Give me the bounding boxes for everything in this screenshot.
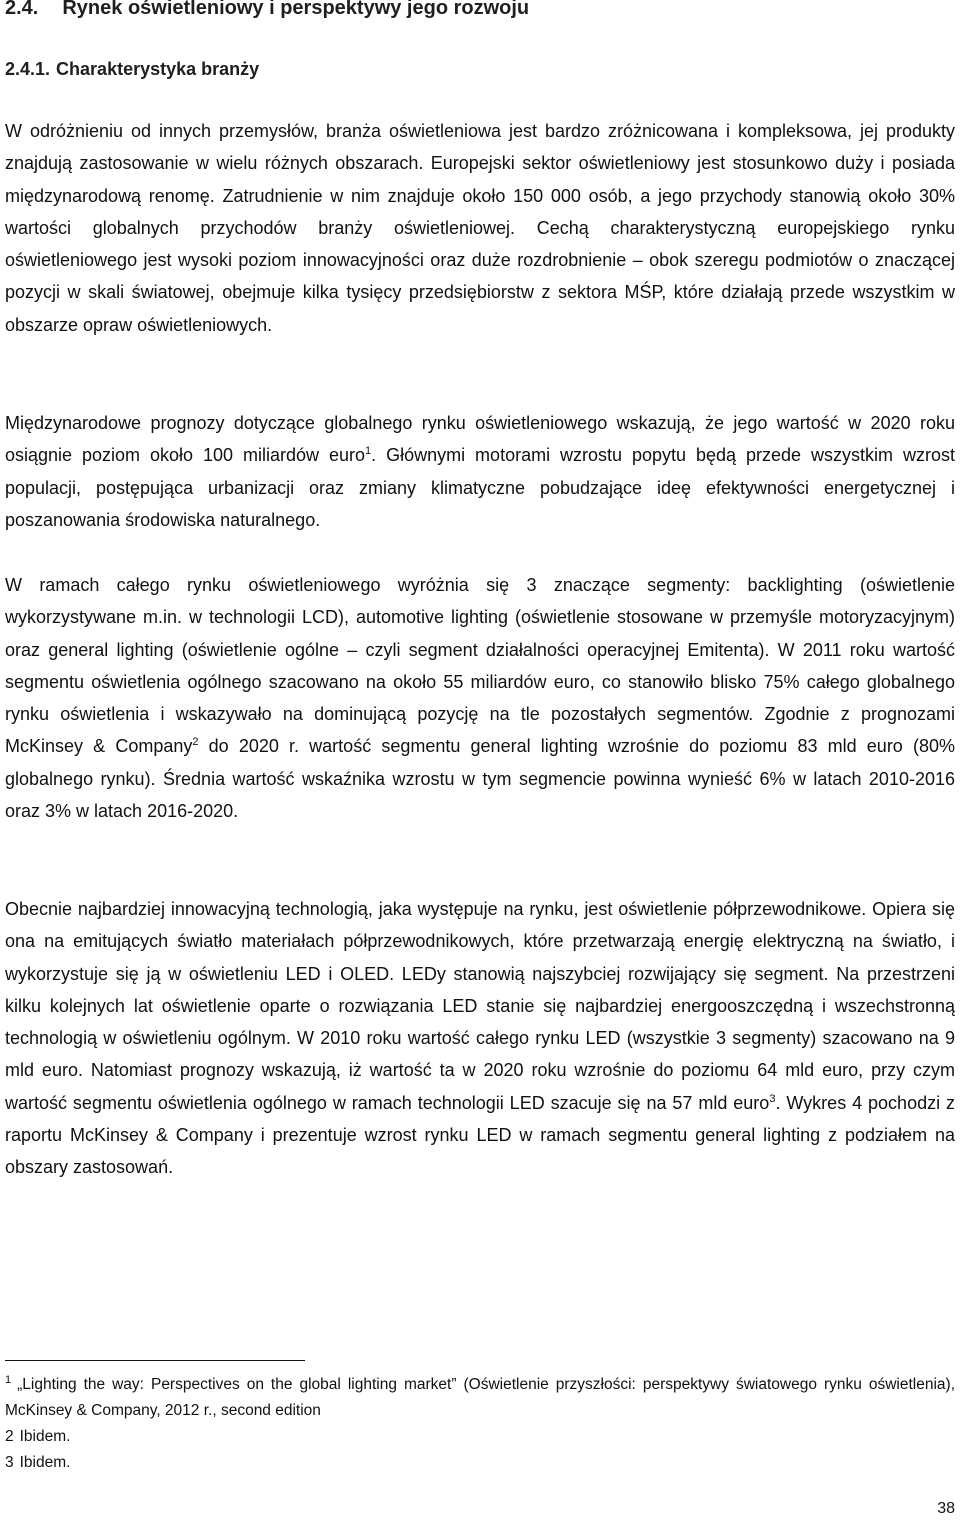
- footnote-mark: 1: [5, 1373, 12, 1386]
- footnote-text: „Lighting the way: Perspectives on the global lighting market” (Oświetlenie przyszłości: perspektywy światowego rynku oświetlenia), McKinsey & Company, 2012 r., second edition: [5, 1376, 955, 1419]
- paragraph-text: Międzynarodowe prognozy dotyczące globalnego rynku oświetleniowego wskazują, że jego wartość w 2020 roku osiągnie poziom około 100 miliardów euro: [5, 413, 955, 466]
- section-title: Rynek oświetleniowy i perspektywy jego rozwoju: [62, 0, 530, 19]
- footnote-text: Ibidem.: [19, 1454, 71, 1471]
- paragraph-text: . Wykres 4 pochodzi z raportu McKinsey & Company i prezentuje wzrost rynku LED w ramach segmentu general lighting z podziałem na obszary zastosowań.: [5, 1092, 955, 1178]
- footnotes-section: [5, 1372, 955, 1476]
- footnote-mark: 2: [5, 1428, 14, 1445]
- footnote-reference[interactable]: 1: [365, 445, 372, 458]
- paragraph-global-forecast: [5, 407, 955, 536]
- section-heading: [5, 0, 529, 20]
- subsection-title: Charakterystyka branży: [56, 59, 260, 79]
- paragraph-market-segments: [5, 569, 955, 827]
- paragraph-industry-characteristics: W odróżnieniu od innych przemysłów, branża oświetleniowa jest bardzo zróżnicowana i kompleksowa, jej produkty znajdują zastosowanie w wielu różnych obszarach. Europejski sektor oświetleniowy jest stosunkowo duży i posiada międzynarodową renomę. Zatrudnienie w nim znajduje około 150 000 osób, a jego przychody stanowią około 30% wartości globalnych przychodów branży oświetleniowej. Cechą charakterystyczną europejskiego rynku oświetleniowego jest wysoki poziom innowacyjności oraz duże rozdrobnienie – obok szeregu podmiotów o znaczącej pozycji w skali światowej, obejmuje kilka tysięcy przedsiębiorstw z sektora MŚP, które działają przede wszystkim w obszarze opraw oświetleniowych.: [5, 121, 955, 335]
- footnote-text: Ibidem.: [19, 1428, 71, 1445]
- footnote-reference[interactable]: 3: [769, 1092, 776, 1105]
- footnote-1: [5, 1372, 955, 1424]
- paragraph-text: . Głównymi motorami wzrostu popytu będą przede wszystkim wzrost populacji, postępująca urbanizacji oraz zmiany klimatyczne pobudzające ideę efektywności energetycznej i poszanowania środowiska naturalnego.: [5, 445, 955, 530]
- paragraph-text: Obecnie najbardziej innowacyjną technologią, jaka występuje na rynku, jest oświetlenie półprzewodnikowe. Opiera się ona na emitujących światło materiałach półprzewodnikowych, które przetwarzają energię elektryczną na światło, i wykorzystuje się ją w oświetleniu LED i OLED. LEDy stanowią najszybciej rozwijający się segment. Na przestrzeni kilku kolejnych lat oświetlenie oparte o rozwiązania LED stanie się najbardziej energooszczędną i wszechstronną technologią w oświetleniu ogólnym. W 2010 roku wartość całego rynku LED (wszystkie 3 segmenty) szacowano na 9 mld euro. Natomiast prognozy wskazują, iż wartość ta w 2020 roku wzrośnie do poziomu 64 mld euro, przy czym wartość segmentu oświetlenia ogólnego w ramach technologii LED szacuje się na 57 mld euro: [5, 899, 955, 1113]
- footnote-reference[interactable]: 2: [192, 736, 199, 749]
- section-number: 2.4.: [5, 0, 39, 19]
- paragraph-text: do 2020 r. wartość segmentu general lighting wzrośnie do poziomu 83 mld euro (80% globalnego rynku). Średnia wartość wskaźnika wzrostu w tym segmencie powinna wynieść 6% w latach 2010-2016 oraz 3% w latach 2016-2020.: [5, 736, 955, 822]
- subsection-heading: [5, 59, 259, 80]
- footnote-3: [5, 1450, 955, 1476]
- footnote-2: [5, 1424, 955, 1450]
- subsection-number: 2.4.1.: [5, 59, 51, 79]
- paragraph-text: W ramach całego rynku oświetleniowego wyróżnia się 3 znaczące segmenty: backlighting (oświetlenie wykorzystywane m.in. w technologii LCD), automotive lighting (oświetlenie stosowane w przemyśle motoryzacyjnym) oraz general lighting (oświetlenie ogólne – czyli segment działalności operacyjnej Emitenta). W 2011 roku wartość segmentu oświetlenia ogólnego szacowano na około 55 miliardów euro, co stanowiło blisko 75% całego globalnego rynku oświetlenia i wskazywało na dominującą pozycję na tle pozostałych segmentów. Zgodnie z prognozami McKinsey & Company: [5, 575, 955, 757]
- paragraph-led-technology: [5, 893, 955, 1184]
- page-number: 38: [937, 1500, 955, 1517]
- footnote-mark: 3: [5, 1454, 14, 1471]
- footnote-divider: [5, 1360, 305, 1361]
